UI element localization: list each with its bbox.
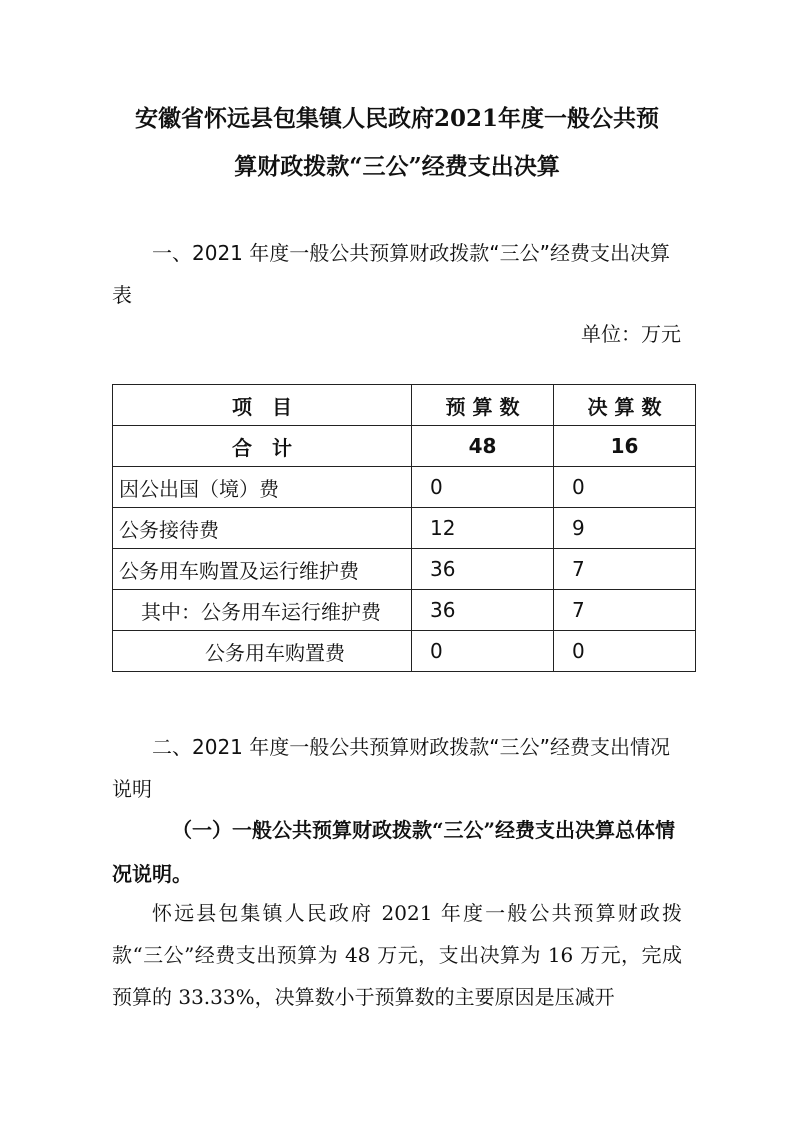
row-label: 其中：公务用车运行维护费 bbox=[113, 590, 412, 631]
header-budget: 预 算 数 bbox=[412, 385, 554, 426]
total-label: 合 计 bbox=[113, 426, 412, 467]
header-final: 决 算 数 bbox=[554, 385, 696, 426]
table-row bbox=[113, 549, 696, 590]
document-title-line2: 算财政拨款“三公”经费支出决算 bbox=[234, 153, 560, 180]
table-row bbox=[113, 508, 696, 549]
body-paragraph: 怀远县包集镇人民政府 2021 年度一般公共预算财政拨款“三公”经费支出预算为 48 万元，支出决算为 16 万元，完成预算的 33.33%，决算数小于预算数的主要原因是压减开 bbox=[112, 901, 682, 1009]
expense-table bbox=[112, 384, 696, 672]
row-budget: 12 bbox=[412, 508, 554, 549]
row-label: 公务接待费 bbox=[113, 508, 412, 549]
row-label: 公务用车购置及运行维护费 bbox=[113, 549, 412, 590]
row-budget: 36 bbox=[412, 549, 554, 590]
row-budget: 0 bbox=[412, 631, 554, 672]
header-item: 项 目 bbox=[113, 385, 412, 426]
document-title-line1: 安徽省怀远县包集镇人民政府2021年度一般公共预 bbox=[134, 105, 659, 132]
row-final: 0 bbox=[554, 631, 696, 672]
row-final: 7 bbox=[554, 549, 696, 590]
row-final: 0 bbox=[554, 467, 696, 508]
row-final: 7 bbox=[554, 590, 696, 631]
row-budget: 0 bbox=[412, 467, 554, 508]
row-label: 因公出国（境）费 bbox=[113, 467, 412, 508]
section1-heading: 一、2021 年度一般公共预算财政拨款“三公”经费支出决算表 bbox=[112, 241, 670, 307]
table-row bbox=[113, 631, 696, 672]
section2-heading: 二、2021 年度一般公共预算财政拨款“三公”经费支出情况说明 bbox=[112, 735, 670, 801]
total-budget: 48 bbox=[412, 426, 554, 467]
table-total-row bbox=[113, 426, 696, 467]
row-label: 公务用车购置费 bbox=[113, 631, 412, 672]
table-row bbox=[113, 590, 696, 631]
subsection1-heading: （一）一般公共预算财政拨款“三公”经费支出决算总体情况说明。 bbox=[112, 818, 676, 886]
row-final: 9 bbox=[554, 508, 696, 549]
total-final: 16 bbox=[554, 426, 696, 467]
row-budget: 36 bbox=[412, 590, 554, 631]
table-row bbox=[113, 467, 696, 508]
unit-label: 单位：万元 bbox=[581, 322, 681, 346]
table-header-row bbox=[113, 385, 696, 426]
